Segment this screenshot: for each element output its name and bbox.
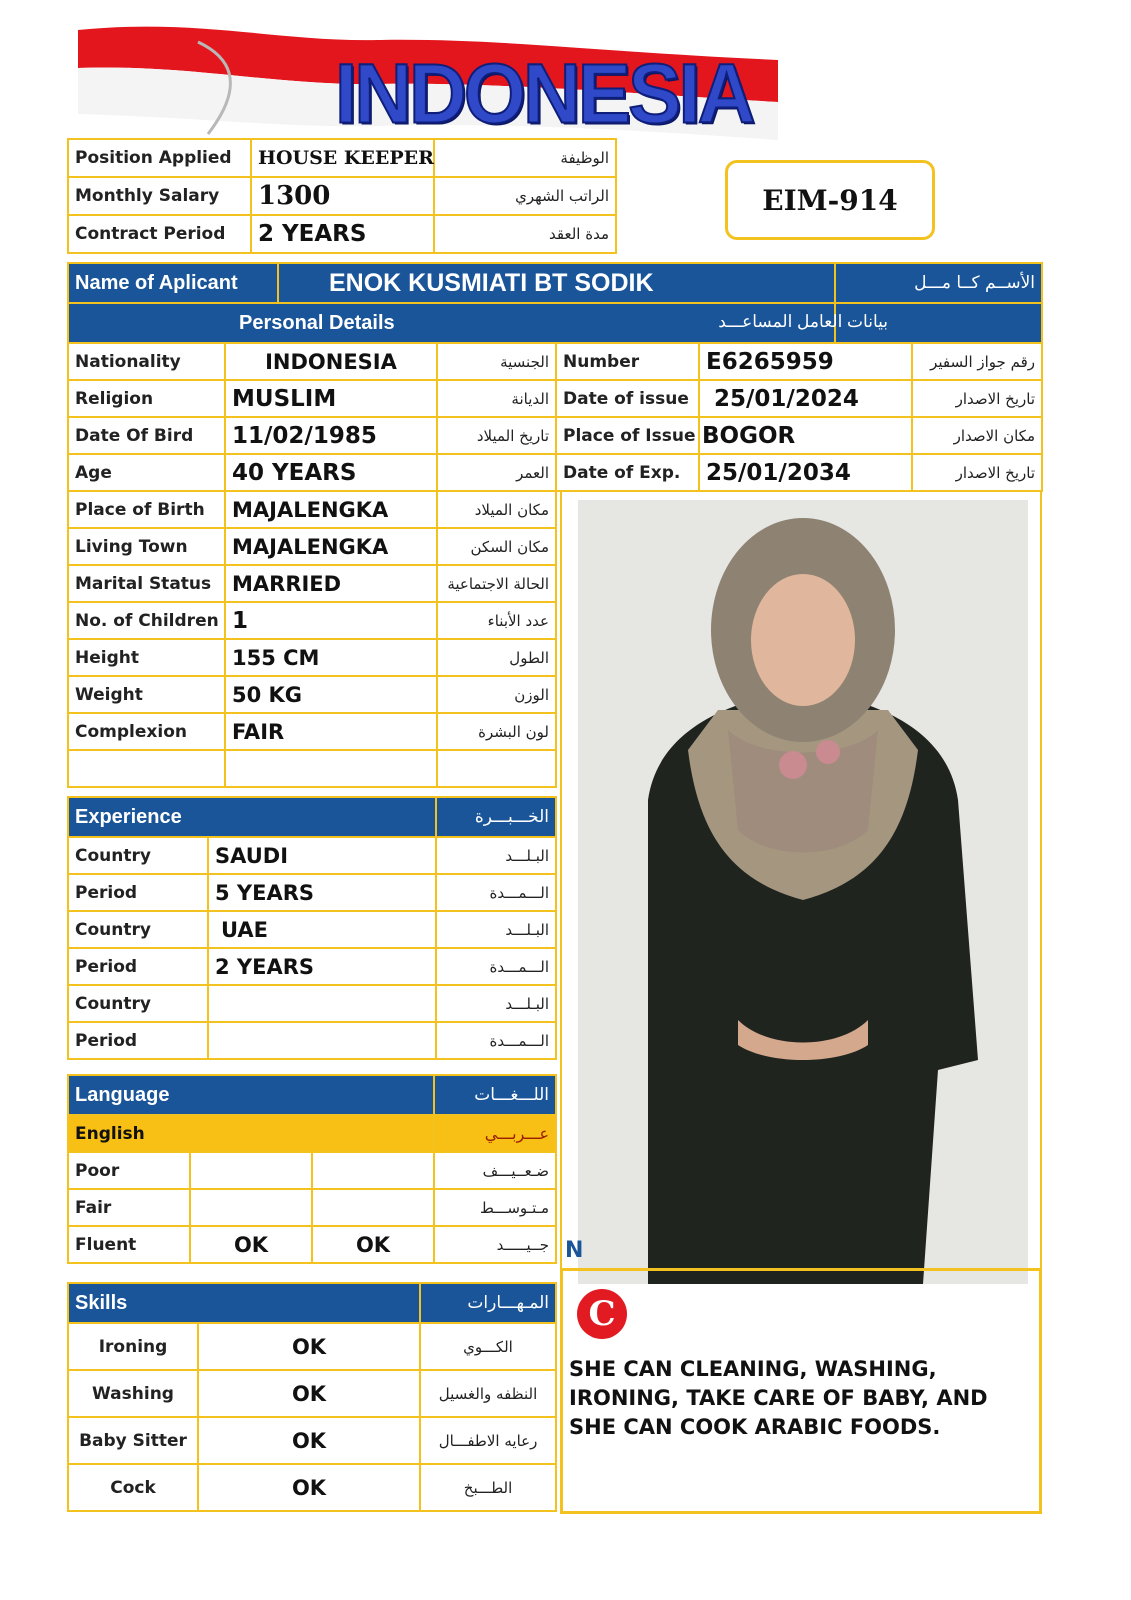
exp-country-value: SAUDI bbox=[208, 837, 436, 874]
personal-details-arabic: بيانات العامل المساعـــد bbox=[718, 311, 888, 331]
passport-number-arabic: رقم جواز السفير bbox=[912, 343, 1042, 380]
height-label: Height bbox=[68, 639, 225, 676]
salary-value: 1300 bbox=[251, 177, 434, 215]
issue-date-value: 25/01/2024 bbox=[699, 380, 912, 417]
top-info-table bbox=[67, 138, 617, 254]
lang-fluent-arabic-level: OK bbox=[312, 1226, 434, 1263]
lang-fair-arabic-level bbox=[312, 1189, 434, 1226]
skill-ironing-label: Ironing bbox=[68, 1323, 198, 1370]
issue-date-arabic: تاريخ الاصدار bbox=[912, 380, 1042, 417]
applicant-photo bbox=[578, 500, 1028, 1284]
nationality-value: INDONESIA bbox=[225, 343, 437, 380]
passport-table bbox=[555, 342, 1043, 492]
position-value: HOUSE KEEPER bbox=[251, 139, 434, 177]
notes-box bbox=[560, 1268, 1042, 1514]
skills-header: Skills bbox=[68, 1283, 420, 1323]
exp-country-arabic: البـلـــد bbox=[436, 911, 556, 948]
person-illustration-icon bbox=[578, 500, 1028, 1284]
issue-place-value: BOGOR bbox=[699, 417, 912, 454]
expiry-label: Date of Exp. bbox=[556, 454, 699, 491]
empty-cell bbox=[68, 750, 225, 787]
issue-date-label: Date of issue bbox=[556, 380, 699, 417]
experience-header-arabic: الخـــبـــرة bbox=[436, 797, 556, 837]
nationality-label: Nationality bbox=[68, 343, 225, 380]
salary-arabic: الراتب الشهري bbox=[434, 177, 616, 215]
applicant-name: ENOK KUSMIATI BT SODIK bbox=[278, 263, 835, 303]
birthplace-label: Place of Birth bbox=[68, 491, 225, 528]
experience-table bbox=[67, 796, 557, 1060]
exp-period-value bbox=[208, 1022, 436, 1059]
personal-details-title: Personal Details bbox=[239, 311, 395, 334]
exp-period-arabic: الـــمـــدة bbox=[436, 948, 556, 985]
applicant-table bbox=[67, 262, 1043, 344]
experience-header: Experience bbox=[68, 797, 436, 837]
skill-babysitter-arabic: رعايه الاطفـــال bbox=[420, 1417, 556, 1464]
issue-place-arabic: مكان الاصدار bbox=[912, 417, 1042, 454]
lang-fluent-label: Fluent bbox=[68, 1226, 190, 1263]
exp-country-label: Country bbox=[68, 837, 208, 874]
skills-header-arabic: المـهـــارات bbox=[420, 1283, 556, 1323]
banner-title: INDONESIA bbox=[335, 46, 753, 141]
exp-country-value: UAE bbox=[208, 911, 436, 948]
position-arabic: الوظيفة bbox=[434, 139, 616, 177]
dob-label: Date Of Bird bbox=[68, 417, 225, 454]
weight-value: 50 KG bbox=[225, 676, 437, 713]
exp-period-label: Period bbox=[68, 948, 208, 985]
lang-poor-arabic: ضـعــيـــف bbox=[434, 1152, 556, 1189]
skill-washing-arabic: النظفه والغسيل bbox=[420, 1370, 556, 1417]
exp-country-arabic: البـلـــد bbox=[436, 837, 556, 874]
lang-fluent-arabic: جــيـــــد bbox=[434, 1226, 556, 1263]
skill-cook-label: Cock bbox=[68, 1464, 198, 1511]
complexion-arabic: لون البشرة bbox=[437, 713, 556, 750]
skill-babysitter-label: Baby Sitter bbox=[68, 1417, 198, 1464]
lang-fair-arabic: مـتـوســـط bbox=[434, 1189, 556, 1226]
exp-period-label: Period bbox=[68, 874, 208, 911]
dob-arabic: تاريخ الميلاد bbox=[437, 417, 556, 454]
exp-country-label: Country bbox=[68, 911, 208, 948]
applicant-arabic: الأســم كــا مـــل bbox=[835, 263, 1042, 303]
marital-arabic: الحالة الاجتماعية bbox=[437, 565, 556, 602]
skill-cook-arabic: الطـــبخ bbox=[420, 1464, 556, 1511]
age-arabic: العمر bbox=[437, 454, 556, 491]
birthplace-value: MAJALENGKA bbox=[225, 491, 437, 528]
skill-washing-value: OK bbox=[198, 1370, 420, 1417]
marital-label: Marital Status bbox=[68, 565, 225, 602]
language-header: Language bbox=[68, 1075, 434, 1115]
lang-poor-english bbox=[190, 1152, 312, 1189]
exp-period-value: 5 YEARS bbox=[208, 874, 436, 911]
c-badge-icon: C bbox=[577, 1289, 627, 1339]
skill-cook-value: OK bbox=[198, 1464, 420, 1511]
language-table bbox=[67, 1074, 557, 1264]
contract-label: Contract Period bbox=[68, 215, 251, 253]
living-town-value: MAJALENGKA bbox=[225, 528, 437, 565]
salary-label: Monthly Salary bbox=[68, 177, 251, 215]
empty-cell bbox=[437, 750, 556, 787]
living-town-arabic: مكان السكن bbox=[437, 528, 556, 565]
skill-ironing-value: OK bbox=[198, 1323, 420, 1370]
contract-value: 2 YEARS bbox=[251, 215, 434, 253]
english-subheader: English bbox=[68, 1115, 434, 1152]
marital-value: MARRIED bbox=[225, 565, 437, 602]
complexion-label: Complexion bbox=[68, 713, 225, 750]
children-arabic: عدد الأبناء bbox=[437, 602, 556, 639]
personal-details-header bbox=[68, 303, 888, 343]
lang-fair-label: Fair bbox=[68, 1189, 190, 1226]
nationality-arabic: الجنسية bbox=[437, 343, 556, 380]
lang-fluent-english: OK bbox=[190, 1226, 312, 1263]
applicant-label: Name of Aplicant bbox=[68, 263, 278, 303]
notes-text: SHE CAN CLEANING, WASHING, IRONING, TAKE CARE OF BABY, AND SHE CAN COOK ARABIC FOODS. bbox=[569, 1357, 988, 1439]
position-label: Position Applied bbox=[68, 139, 251, 177]
exp-period-arabic: الـــمـــدة bbox=[436, 1022, 556, 1059]
complexion-value: FAIR bbox=[225, 713, 437, 750]
expiry-arabic: تاريخ الاصدار bbox=[912, 454, 1042, 491]
skill-washing-label: Washing bbox=[68, 1370, 198, 1417]
living-town-label: Living Town bbox=[68, 528, 225, 565]
issue-place-label: Place of Issue bbox=[556, 417, 699, 454]
expiry-value: 25/01/2034 bbox=[699, 454, 912, 491]
language-header-arabic: اللـــغـــات bbox=[434, 1075, 556, 1115]
religion-arabic: الديانة bbox=[437, 380, 556, 417]
children-label: No. of Children bbox=[68, 602, 225, 639]
weight-label: Weight bbox=[68, 676, 225, 713]
religion-label: Religion bbox=[68, 380, 225, 417]
lang-poor-label: Poor bbox=[68, 1152, 190, 1189]
contract-arabic: مدة العقد bbox=[434, 215, 616, 253]
exp-period-arabic: الـــمـــدة bbox=[436, 874, 556, 911]
reference-code: EIM-914 bbox=[725, 160, 935, 240]
skills-table bbox=[67, 1282, 557, 1512]
exp-period-value: 2 YEARS bbox=[208, 948, 436, 985]
exp-period-label: Period bbox=[68, 1022, 208, 1059]
skill-babysitter-value: OK bbox=[198, 1417, 420, 1464]
lang-poor-arabic-level bbox=[312, 1152, 434, 1189]
children-value: 1 bbox=[225, 602, 437, 639]
weight-arabic: الوزن bbox=[437, 676, 556, 713]
height-arabic: الطول bbox=[437, 639, 556, 676]
empty-cell bbox=[225, 750, 437, 787]
arabic-subheader: عـــربـــي bbox=[434, 1115, 556, 1152]
exp-country-arabic: البـلـــد bbox=[436, 985, 556, 1022]
personal-details-table bbox=[67, 342, 557, 788]
lang-fair-english bbox=[190, 1189, 312, 1226]
religion-value: MUSLIM bbox=[225, 380, 437, 417]
notes-heading-fragment: N bbox=[565, 1238, 584, 1263]
passport-number-label: Number bbox=[556, 343, 699, 380]
birthplace-arabic: مكان الميلاد bbox=[437, 491, 556, 528]
height-value: 155 CM bbox=[225, 639, 437, 676]
age-label: Age bbox=[68, 454, 225, 491]
dob-value: 11/02/1985 bbox=[225, 417, 437, 454]
exp-country-value bbox=[208, 985, 436, 1022]
age-value: 40 YEARS bbox=[225, 454, 437, 491]
exp-country-label: Country bbox=[68, 985, 208, 1022]
passport-number-value: E6265959 bbox=[699, 343, 912, 380]
skill-ironing-arabic: الكـــوي bbox=[420, 1323, 556, 1370]
